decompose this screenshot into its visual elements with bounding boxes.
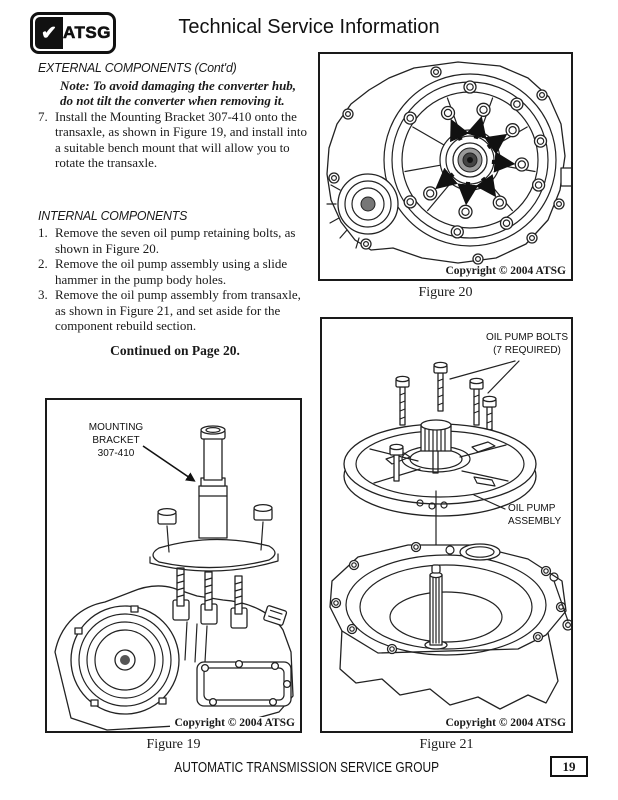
figure-20-drawing: [320, 54, 571, 279]
mounting-bracket-label-line: MOUNTING: [88, 422, 144, 433]
atsg-logo-text: ATSG: [63, 23, 111, 42]
figure-20-panel: [318, 52, 573, 281]
continued-note: Continued on Page 20.: [110, 342, 240, 358]
list-item: [38, 225, 312, 256]
list-item-text: Remove the oil pump assembly using a slide hammer in the pump body holes.: [55, 256, 288, 287]
mounting-bracket-label-line: 307-410: [97, 448, 135, 459]
mounting-bracket-label-line: BRACKET: [92, 435, 140, 446]
figure-19-panel: [45, 398, 302, 733]
oil-pump-bolts-label-line: (7 REQUIRED): [493, 345, 561, 356]
list-item-number: 3.: [38, 287, 48, 302]
figure-21-caption: Figure 21: [419, 737, 474, 752]
figure-19-copyright: Copyright © 2004 ATSG: [170, 717, 295, 729]
mounting-bracket-label: [73, 421, 159, 460]
figure-21-copyright: Copyright © 2004 ATSG: [441, 717, 566, 729]
figure-19-caption: Figure 19: [146, 737, 201, 752]
list-item-number: 2.: [38, 256, 48, 271]
page-number-badge: 19: [550, 756, 588, 777]
page-title: Technical Service Information: [178, 16, 440, 38]
list-item-number: 1.: [38, 225, 48, 240]
spacer: [38, 171, 312, 208]
oil-pump-assembly-label-line: ASSEMBLY: [508, 516, 562, 527]
list-item-text: Remove the seven oil pump retaining bolts, as shown in Figure 20.: [55, 225, 296, 256]
oil-pump-assembly-label: [508, 502, 578, 528]
external-components-heading: EXTERNAL COMPONENTS (Cont'd): [38, 60, 237, 75]
figure-20-copyright: Copyright © 2004 ATSG: [441, 265, 566, 277]
figure-21-panel: [320, 317, 573, 733]
list-item-text: Remove the oil pump assembly from transaxle, as shown in Figure 21, and set aside for the component rebuild section.: [55, 287, 301, 333]
oil-pump-assembly-label-line: OIL PUMP: [508, 503, 556, 514]
footer-organization: AUTOMATIC TRANSMISSION SERVICE GROUP: [174, 760, 440, 776]
oil-pump-bolts-label: [482, 331, 572, 357]
oil-pump-bolts-label-line: OIL PUMP BOLTS: [485, 332, 569, 343]
list-item: [38, 109, 312, 171]
internal-components-heading: INTERNAL COMPONENTS: [38, 207, 188, 223]
figure-20-caption: Figure 20: [418, 285, 473, 300]
list-item: [38, 256, 312, 287]
list-item-text: Install the Mounting Bracket 307-410 onto the transaxle, as shown in Figure 19, and install into a suitable bench mount that will allow you to rotate the transaxle.: [55, 108, 308, 170]
note-line-1: Note: To avoid damaging the converter hub,: [60, 77, 297, 93]
atsg-check-icon: ✔: [35, 17, 63, 49]
list-item: [38, 287, 312, 334]
list-item-number: 7.: [38, 108, 48, 124]
instruction-column: [38, 60, 312, 358]
note-line-2: do not tilt the converter when removing it.: [60, 93, 285, 108]
